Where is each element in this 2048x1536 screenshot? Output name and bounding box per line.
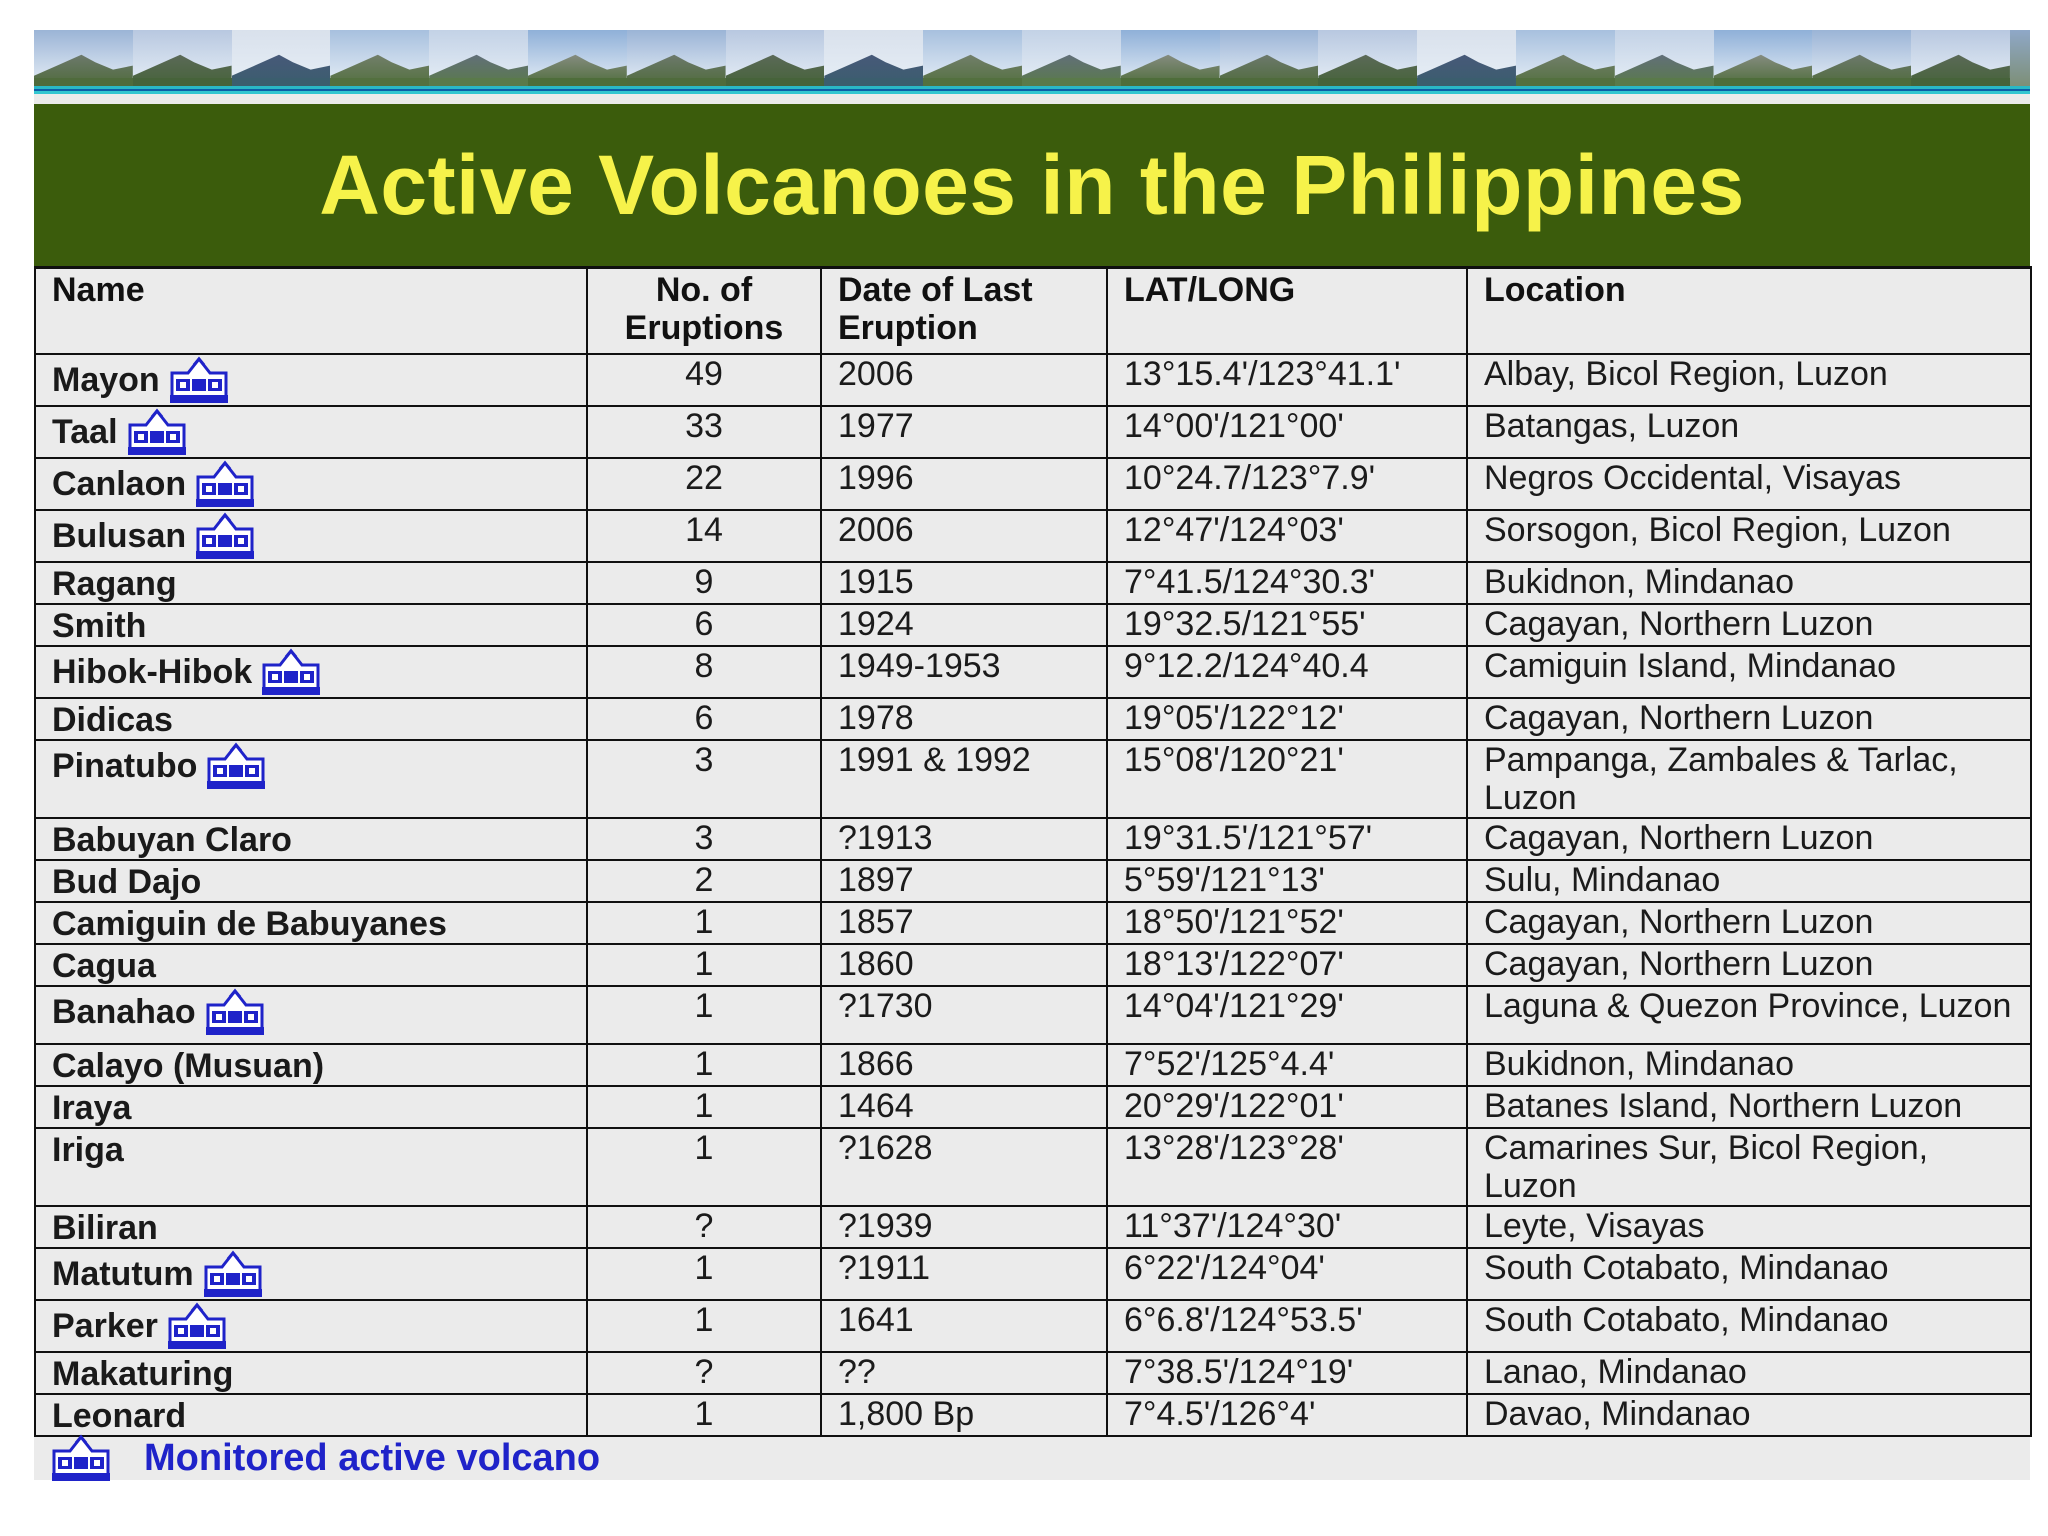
table-row xyxy=(35,1300,2031,1352)
lat-long: 14°04'/121°29' xyxy=(1107,986,1467,1044)
eruption-count: 3 xyxy=(587,818,821,860)
volcano-name-cell xyxy=(35,902,587,944)
last-eruption: 1866 xyxy=(821,1044,1107,1086)
banner-photo-tile xyxy=(330,30,429,86)
eruption-count: ? xyxy=(587,1206,821,1248)
volcano-name: Mayon xyxy=(52,361,160,399)
location: Albay, Bicol Region, Luzon xyxy=(1467,354,2031,406)
last-eruption: 2006 xyxy=(821,510,1107,562)
eruption-count: 14 xyxy=(587,510,821,562)
lat-long: 19°31.5'/121°57' xyxy=(1107,818,1467,860)
volcano-name-cell xyxy=(35,986,587,1044)
volcano-table xyxy=(34,266,2032,1437)
table-row xyxy=(35,1206,2031,1248)
location: Leyte, Visayas xyxy=(1467,1206,2031,1248)
table-row xyxy=(35,510,2031,562)
volcano-name-cell xyxy=(35,354,587,406)
location: South Cotabato, Mindanao xyxy=(1467,1300,2031,1352)
volcano-name-cell xyxy=(35,1044,587,1086)
volcano-name: Pinatubo xyxy=(52,747,198,786)
table-row xyxy=(35,1044,2031,1086)
volcano-name: Bud Dajo xyxy=(52,863,202,902)
lat-long: 20°29'/122°01' xyxy=(1107,1086,1467,1128)
banner-photo-tile xyxy=(1812,30,1911,86)
banner-photo-tile xyxy=(133,30,232,86)
eruption-count: 6 xyxy=(587,604,821,646)
eruption-count: 49 xyxy=(587,354,821,406)
last-eruption: 1,800 Bp xyxy=(821,1394,1107,1436)
last-eruption: 1977 xyxy=(821,406,1107,458)
volcano-name-cell xyxy=(35,944,587,986)
location: Bukidnon, Mindanao xyxy=(1467,1044,2031,1086)
volcano-name: Ragang xyxy=(52,565,177,604)
slide xyxy=(34,30,2030,1480)
volcano-name-cell xyxy=(35,510,587,562)
last-eruption: 1641 xyxy=(821,1300,1107,1352)
eruption-count: 1 xyxy=(587,1086,821,1128)
lat-long: 7°41.5/124°30.3' xyxy=(1107,562,1467,604)
lat-long: 15°08'/120°21' xyxy=(1107,740,1467,818)
volcano-name-cell xyxy=(35,604,587,646)
location: Cagayan, Northern Luzon xyxy=(1467,818,2031,860)
header-last-eruption: Date of Last Eruption xyxy=(821,268,1107,355)
volcano-name: Biliran xyxy=(52,1209,158,1248)
location: Cagayan, Northern Luzon xyxy=(1467,604,2031,646)
eruption-count: 1 xyxy=(587,1300,821,1352)
last-eruption: ?1913 xyxy=(821,818,1107,860)
legend-label: Monitored active volcano xyxy=(144,1436,601,1479)
volcano-name: Taal xyxy=(52,413,118,451)
lat-long: 18°50'/121°52' xyxy=(1107,902,1467,944)
volcano-name: Hibok-Hibok xyxy=(52,653,253,692)
volcano-name: Makaturing xyxy=(52,1355,234,1394)
eruption-count: 3 xyxy=(587,740,821,818)
location: Bukidnon, Mindanao xyxy=(1467,562,2031,604)
last-eruption: ?1628 xyxy=(821,1128,1107,1206)
volcano-name: Canlaon xyxy=(52,465,187,503)
table-row xyxy=(35,1086,2031,1128)
banner-photo-tile xyxy=(923,30,1022,86)
eruption-count: 2 xyxy=(587,860,821,902)
last-eruption: 1991 & 1992 xyxy=(821,740,1107,818)
table-row xyxy=(35,740,2031,818)
page-title: Active Volcanoes in the Philippines xyxy=(319,137,1745,232)
volcano-name: Iraya xyxy=(52,1089,132,1128)
last-eruption: 1924 xyxy=(821,604,1107,646)
table-row xyxy=(35,860,2031,902)
location: Davao, Mindanao xyxy=(1467,1394,2031,1436)
monitored-volcano-icon xyxy=(204,987,266,1037)
table-row xyxy=(35,604,2031,646)
header-name: Name xyxy=(35,268,587,355)
banner-photo-tile xyxy=(1911,30,2010,86)
lat-long: 13°15.4'/123°41.1' xyxy=(1107,354,1467,406)
location: Camarines Sur, Bicol Region, Luzon xyxy=(1467,1128,2031,1206)
volcano-name-cell xyxy=(35,1086,587,1128)
eruption-count: 1 xyxy=(587,902,821,944)
banner-photo-tile xyxy=(726,30,825,86)
location: Negros Occidental, Visayas xyxy=(1467,458,2031,510)
eruption-count: 1 xyxy=(587,944,821,986)
last-eruption: 1915 xyxy=(821,562,1107,604)
banner-photo-tile xyxy=(1318,30,1417,86)
monitored-volcano-icon xyxy=(194,511,256,561)
volcano-name-cell xyxy=(35,1300,587,1352)
banner-photo-tile xyxy=(1121,30,1220,86)
location: South Cotabato, Mindanao xyxy=(1467,1248,2031,1300)
eruption-count: 1 xyxy=(587,1248,821,1300)
table-row xyxy=(35,902,2031,944)
table-row xyxy=(35,354,2031,406)
location: Sorsogon, Bicol Region, Luzon xyxy=(1467,510,2031,562)
banner-photo-tile xyxy=(34,30,133,86)
location: Camiguin Island, Mindanao xyxy=(1467,646,2031,698)
table-row xyxy=(35,1352,2031,1394)
lat-long: 7°52'/125°4.4' xyxy=(1107,1044,1467,1086)
location: Cagayan, Northern Luzon xyxy=(1467,902,2031,944)
table-row xyxy=(35,458,2031,510)
volcano-name: Banahao xyxy=(52,993,196,1032)
eruption-count: 1 xyxy=(587,1128,821,1206)
last-eruption: 1949-1953 xyxy=(821,646,1107,698)
location: Lanao, Mindanao xyxy=(1467,1352,2031,1394)
decorative-stripe xyxy=(34,86,2030,94)
volcano-name-cell xyxy=(35,860,587,902)
volcano-name-cell xyxy=(35,458,587,510)
banner-photo-tile xyxy=(1417,30,1516,86)
volcano-name-cell xyxy=(35,818,587,860)
banner-photo-tile xyxy=(1714,30,1813,86)
banner-photo-tile xyxy=(1022,30,1121,86)
eruption-count: 8 xyxy=(587,646,821,698)
table-row xyxy=(35,818,2031,860)
eruption-count: ? xyxy=(587,1352,821,1394)
eruption-count: 1 xyxy=(587,1394,821,1436)
lat-long: 9°12.2/124°40.4 xyxy=(1107,646,1467,698)
volcano-name-cell xyxy=(35,1352,587,1394)
volcano-name: Leonard xyxy=(52,1397,187,1436)
table-row xyxy=(35,986,2031,1044)
lat-long: 14°00'/121°00' xyxy=(1107,406,1467,458)
table-row xyxy=(35,562,2031,604)
table-row xyxy=(35,698,2031,740)
table-row xyxy=(35,406,2031,458)
legend xyxy=(50,1428,600,1488)
volcano-name: Camiguin de Babuyanes xyxy=(52,905,447,944)
volcano-name: Iriga xyxy=(52,1131,124,1170)
header-location: Location xyxy=(1467,268,2031,355)
monitored-volcano-icon xyxy=(126,407,188,457)
location: Cagayan, Northern Luzon xyxy=(1467,944,2031,986)
lat-long: 19°32.5/121°55' xyxy=(1107,604,1467,646)
last-eruption: ?? xyxy=(821,1352,1107,1394)
last-eruption: ?1911 xyxy=(821,1248,1107,1300)
volcano-name: Didicas xyxy=(52,701,173,740)
volcano-name-cell xyxy=(35,1248,587,1300)
volcano-name-cell xyxy=(35,562,587,604)
volcano-photo-banner xyxy=(34,30,2030,86)
last-eruption: 1978 xyxy=(821,698,1107,740)
table-row xyxy=(35,1128,2031,1206)
eruption-count: 1 xyxy=(587,986,821,1044)
banner-photo-tile xyxy=(1615,30,1714,86)
lat-long: 7°38.5'/124°19' xyxy=(1107,1352,1467,1394)
eruption-count: 33 xyxy=(587,406,821,458)
last-eruption: 1860 xyxy=(821,944,1107,986)
location: Batangas, Luzon xyxy=(1467,406,2031,458)
eruption-count: 22 xyxy=(587,458,821,510)
monitored-volcano-icon xyxy=(194,459,256,509)
location: Sulu, Mindanao xyxy=(1467,860,2031,902)
lat-long: 7°4.5'/126°4' xyxy=(1107,1394,1467,1436)
location: Pampanga, Zambales & Tarlac, Luzon xyxy=(1467,740,2031,818)
lat-long: 19°05'/122°12' xyxy=(1107,698,1467,740)
banner-photo-tile xyxy=(232,30,331,86)
lat-long: 13°28'/123°28' xyxy=(1107,1128,1467,1206)
volcano-name-cell xyxy=(35,646,587,698)
last-eruption: 1857 xyxy=(821,902,1107,944)
header-eruptions: No. of Eruptions xyxy=(587,268,821,355)
last-eruption: 1897 xyxy=(821,860,1107,902)
volcano-name: Smith xyxy=(52,607,147,646)
lat-long: 6°6.8'/124°53.5' xyxy=(1107,1300,1467,1352)
volcano-name-cell xyxy=(35,406,587,458)
lat-long: 18°13'/122°07' xyxy=(1107,944,1467,986)
location: Laguna & Quezon Province, Luzon xyxy=(1467,986,2031,1044)
volcano-name: Calayo (Musuan) xyxy=(52,1047,325,1086)
volcano-name-cell xyxy=(35,698,587,740)
banner-photo-tile xyxy=(528,30,627,86)
title-bar xyxy=(34,104,2030,266)
last-eruption: 1464 xyxy=(821,1086,1107,1128)
banner-photo-tile xyxy=(1220,30,1319,86)
monitored-volcano-icon xyxy=(50,1433,112,1483)
banner-photo-tile xyxy=(429,30,528,86)
table-row xyxy=(35,944,2031,986)
banner-photo-tile xyxy=(627,30,726,86)
monitored-volcano-icon xyxy=(166,1301,228,1351)
last-eruption: 2006 xyxy=(821,354,1107,406)
volcano-name: Bulusan xyxy=(52,517,187,555)
eruption-count: 9 xyxy=(587,562,821,604)
header-latlong: LAT/LONG xyxy=(1107,268,1467,355)
last-eruption: ?1730 xyxy=(821,986,1107,1044)
table-row xyxy=(35,646,2031,698)
eruption-count: 1 xyxy=(587,1044,821,1086)
table-row xyxy=(35,1248,2031,1300)
volcano-name: Matutum xyxy=(52,1255,194,1294)
location: Batanes Island, Northern Luzon xyxy=(1467,1086,2031,1128)
lat-long: 5°59'/121°13' xyxy=(1107,860,1467,902)
volcano-name-cell xyxy=(35,740,587,818)
volcano-name: Cagua xyxy=(52,947,156,986)
volcano-name-cell xyxy=(35,1128,587,1206)
lat-long: 10°24.7/123°7.9' xyxy=(1107,458,1467,510)
monitored-volcano-icon xyxy=(205,741,267,791)
last-eruption: 1996 xyxy=(821,458,1107,510)
monitored-volcano-icon xyxy=(168,355,230,405)
lat-long: 6°22'/124°04' xyxy=(1107,1248,1467,1300)
lat-long: 11°37'/124°30' xyxy=(1107,1206,1467,1248)
volcano-name: Parker xyxy=(52,1307,158,1346)
eruption-count: 6 xyxy=(587,698,821,740)
monitored-volcano-icon xyxy=(260,647,322,697)
banner-photo-tile xyxy=(824,30,923,86)
banner-photo-tile xyxy=(1516,30,1615,86)
last-eruption: ?1939 xyxy=(821,1206,1107,1248)
table-header-row xyxy=(35,268,2031,355)
lat-long: 12°47'/124°03' xyxy=(1107,510,1467,562)
volcano-name: Babuyan Claro xyxy=(52,821,292,860)
location: Cagayan, Northern Luzon xyxy=(1467,698,2031,740)
monitored-volcano-icon xyxy=(202,1249,264,1299)
volcano-name-cell xyxy=(35,1206,587,1248)
